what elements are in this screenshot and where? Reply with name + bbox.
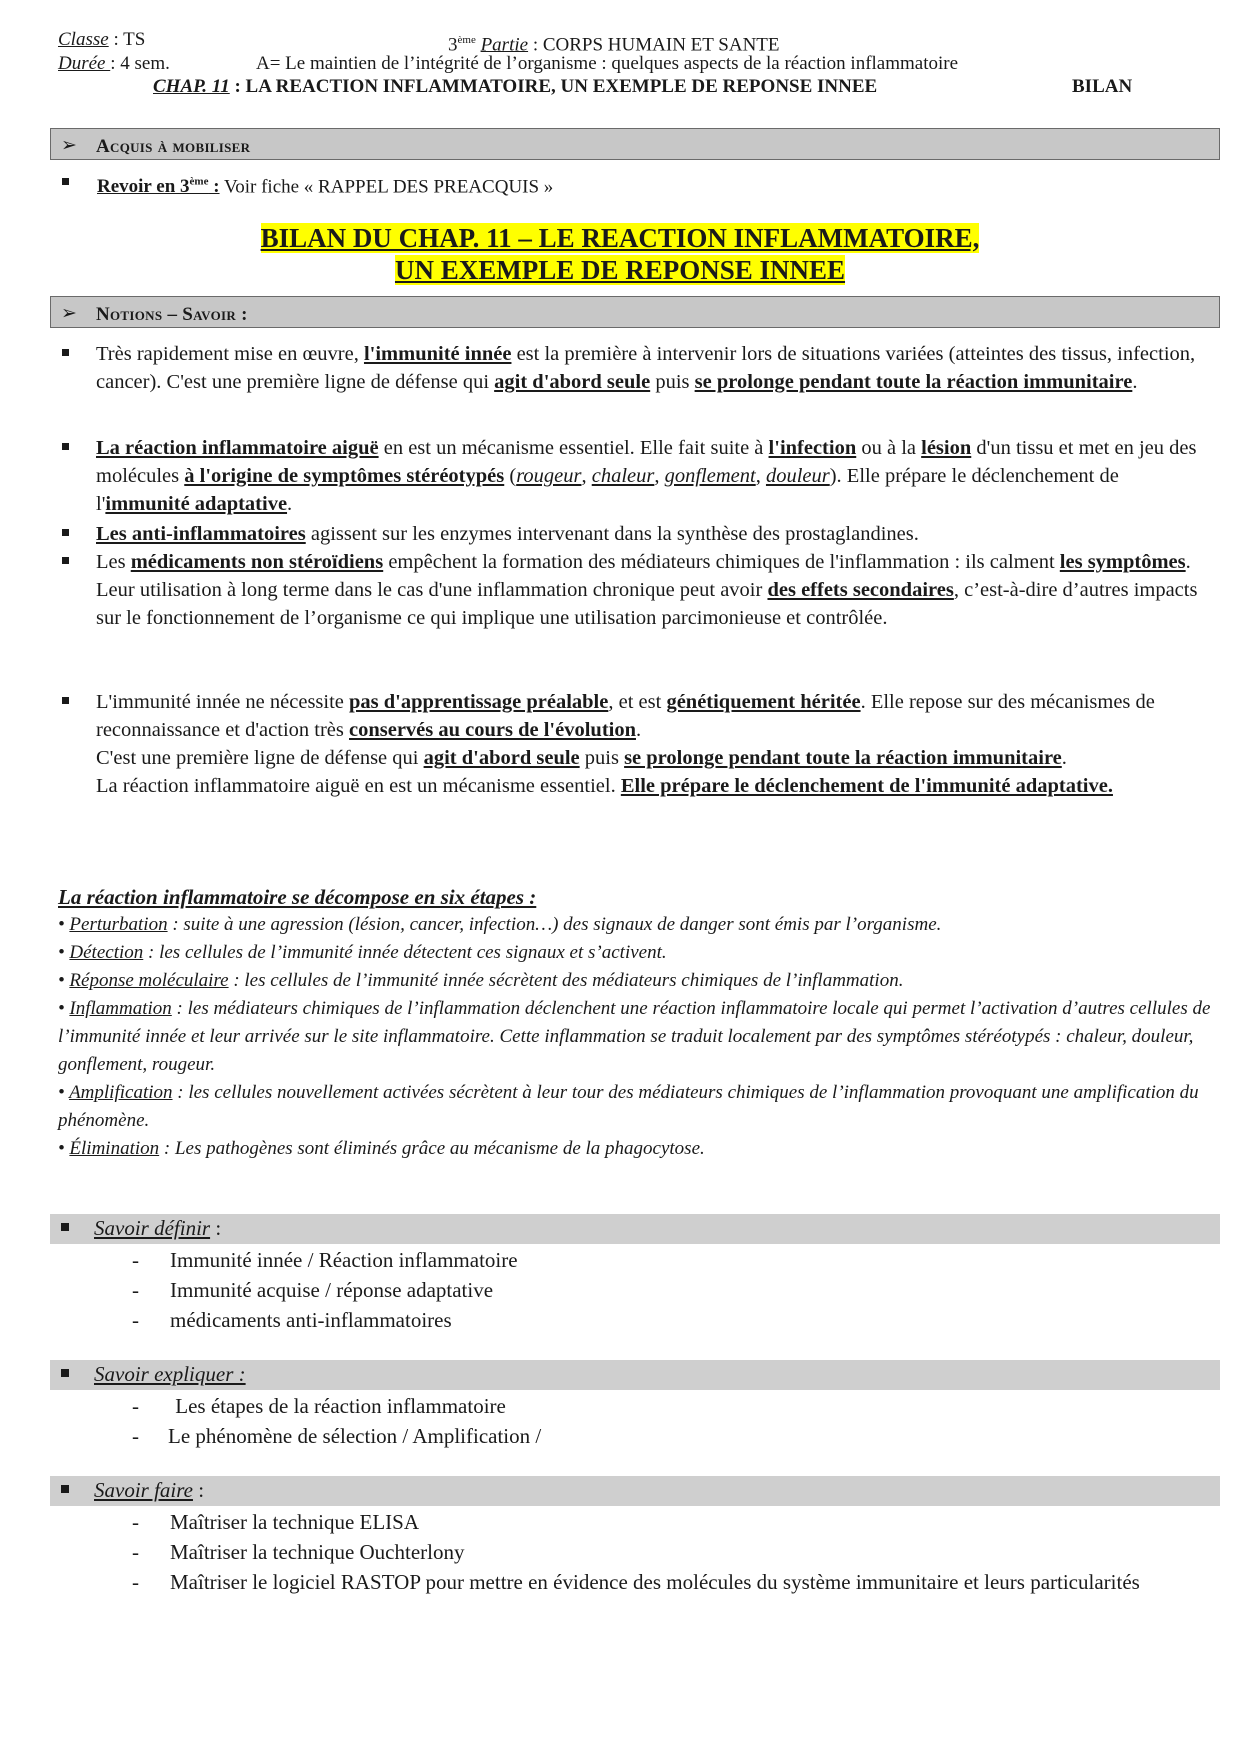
- list-item: - Les étapes de la réaction inflammatoire: [132, 1394, 506, 1418]
- square-bullet-icon: [62, 697, 69, 704]
- main-title-line-1: BILAN DU CHAP. 11 – LE REACTION INFLAMMATOIRE,: [260, 223, 980, 253]
- classe-label: Classe: [58, 29, 109, 50]
- duree-line: [58, 53, 170, 75]
- section-a: A= Le maintien de l’intégrité de l’organisme : quelques aspects de la réaction inflammatoire: [256, 53, 959, 74]
- steps-title: La réaction inflammatoire se décompose en six étapes :: [58, 885, 537, 909]
- duree-value: : 4 sem.: [110, 53, 170, 74]
- steps-list: [58, 911, 1218, 1163]
- square-bullet-icon: [62, 529, 69, 536]
- paragraph-anti-inflammatories: Les anti-inflammatoires agissent sur les enzymes intervenant dans la synthèse des prostaglandines.: [96, 523, 919, 545]
- square-bullet-icon: [61, 1485, 69, 1493]
- bilan-label: BILAN: [1072, 76, 1133, 97]
- square-bullet-icon: [62, 443, 69, 450]
- list-item: - médicaments anti-inflammatoires: [132, 1308, 452, 1332]
- notions-section-bar: [50, 296, 1220, 328]
- list-item: - Maîtriser la technique ELISA: [132, 1510, 420, 1534]
- square-bullet-icon: [61, 1223, 69, 1231]
- notions-title: Notions – Savoir :: [96, 304, 248, 325]
- revoir-line: [97, 171, 553, 198]
- list-item: - Immunité acquise / réponse adaptative: [132, 1278, 494, 1302]
- partie-num: 3: [448, 34, 458, 56]
- arrow-right-icon: ➢: [61, 303, 77, 324]
- step-item: • Élimination : Les pathogènes sont éliminés grâce au mécanisme de la phagocytose.: [58, 1138, 705, 1159]
- revoir-text: Voir fiche « RAPPEL DES PREACQUIS »: [219, 176, 554, 198]
- savoir-definir-title: Savoir définir :: [94, 1216, 222, 1240]
- paragraph-innate-properties: L'immunité innée ne nécessite pas d'apprentissage préalable, et est génétiquement héritée. Elle repose sur des mécanismes de reconnaissance et d'action très conservés au cours de l'évolution. C'est une première ligne de défense qui agit d'abord seule puis se prolonge pendant toute la réaction immunitaire. La réaction inflammatoire aiguë en est un mécanisme essentiel. Elle prépare le déclenchement de l'immunité adaptative.: [96, 691, 1155, 797]
- savoir-faire-title: Savoir faire :: [94, 1478, 205, 1502]
- partie-label: Partie: [480, 34, 529, 56]
- square-bullet-icon: [61, 1369, 69, 1377]
- acquis-section-bar: [50, 128, 1220, 160]
- list-item: - Immunité innée / Réaction inflammatoire: [132, 1248, 518, 1272]
- main-title-line-2: UN EXEMPLE DE REPONSE INNEE: [394, 255, 846, 285]
- chapter-line: [153, 76, 877, 98]
- savoir-faire-list: [132, 1507, 1210, 1597]
- list-item: - Le phénomène de sélection / Amplification /: [132, 1424, 542, 1448]
- classe-line: [58, 29, 145, 51]
- savoir-definir-bar: [50, 1214, 1220, 1244]
- step-item: • Réponse moléculaire : les cellules de l’immunité innée sécrètent des médiateurs chimiques de l’inflammation.: [58, 970, 904, 991]
- duree-label: Durée: [58, 53, 111, 74]
- square-bullet-icon: [62, 178, 69, 185]
- list-item: - Maîtriser le logiciel RASTOP pour mettre en évidence des molécules du système immunitaire et leurs particularités: [132, 1570, 1140, 1594]
- step-item: • Amplification : les cellules nouvellement activées sécrètent à leur tour des médiateurs chimiques de l’inflammation provoquant une amplification du phénomène.: [58, 1082, 1199, 1131]
- revoir-label: Revoir en 3ème :: [97, 176, 220, 198]
- paragraph-nsaid: Les médicaments non stéroïdiens empêchent la formation des médiateurs chimiques de l'inflammation : ils calment les symptômes. Leur utilisation à long terme dans le cas d'une inflammation chronique peut avoir des effets secondaires, c’est-à-dire d’autres impacts sur le fonctionnement de l’organisme ce qui implique une utilisation parcimonieuse et contrôlée.: [96, 551, 1198, 629]
- step-item: • Inflammation : les médiateurs chimiques de l’inflammation déclenchent une réaction inflammatoire locale qui permet l’activation d’autres cellules de l’immunité innée et leur arrivée sur le site inflammatoire. Cette inflammation se traduit localement par des symptômes stéréotypés : chaleur, douleur, gonflement, rougeur.: [58, 998, 1211, 1075]
- paragraph-acute-inflammation: La réaction inflammatoire aiguë en est un mécanisme essentiel. Elle fait suite à l'infection ou à la lésion d'un tissu et met en jeu des molécules à l'origine de symptômes stéréotypés (rougeur, chaleur, gonflement, douleur). Elle prépare le déclenchement de l'immunité adaptative.: [96, 437, 1197, 515]
- list-item: - Maîtriser la technique Ouchterlony: [132, 1540, 465, 1564]
- savoir-definir-list: [132, 1245, 1200, 1335]
- step-item: • Perturbation : suite à une agression (lésion, cancer, infection…) des signaux de danger sont émis par l’organisme.: [58, 914, 942, 935]
- step-item: • Détection : les cellules de l’immunité innée détectent ces signaux et s’activent.: [58, 942, 667, 963]
- square-bullet-icon: [62, 349, 69, 356]
- savoir-expliquer-bar: [50, 1360, 1220, 1390]
- square-bullet-icon: [62, 557, 69, 564]
- paragraph-innate-immunity: Très rapidement mise en œuvre, l'immunité innée est la première à intervenir lors de situations variées (atteintes des tissus, infection, cancer). C'est une première ligne de défense qui agit d'abord seule puis se prolonge pendant toute la réaction immunitaire.: [96, 343, 1196, 393]
- acquis-title: Acquis à mobiliser: [96, 136, 251, 157]
- classe-value: : TS: [108, 29, 146, 50]
- savoir-faire-bar: [50, 1476, 1220, 1506]
- chapter-title: : LA REACTION INFLAMMATOIRE, UN EXEMPLE DE REPONSE INNEE: [229, 76, 878, 97]
- partie-sup: ème: [457, 34, 476, 46]
- savoir-expliquer-list: [132, 1391, 1200, 1451]
- chapter-label: CHAP. 11: [153, 76, 230, 97]
- arrow-right-icon: ➢: [61, 135, 77, 156]
- partie-value: : CORPS HUMAIN ET SANTE: [528, 34, 780, 56]
- savoir-expliquer-title: Savoir expliquer :: [94, 1362, 246, 1386]
